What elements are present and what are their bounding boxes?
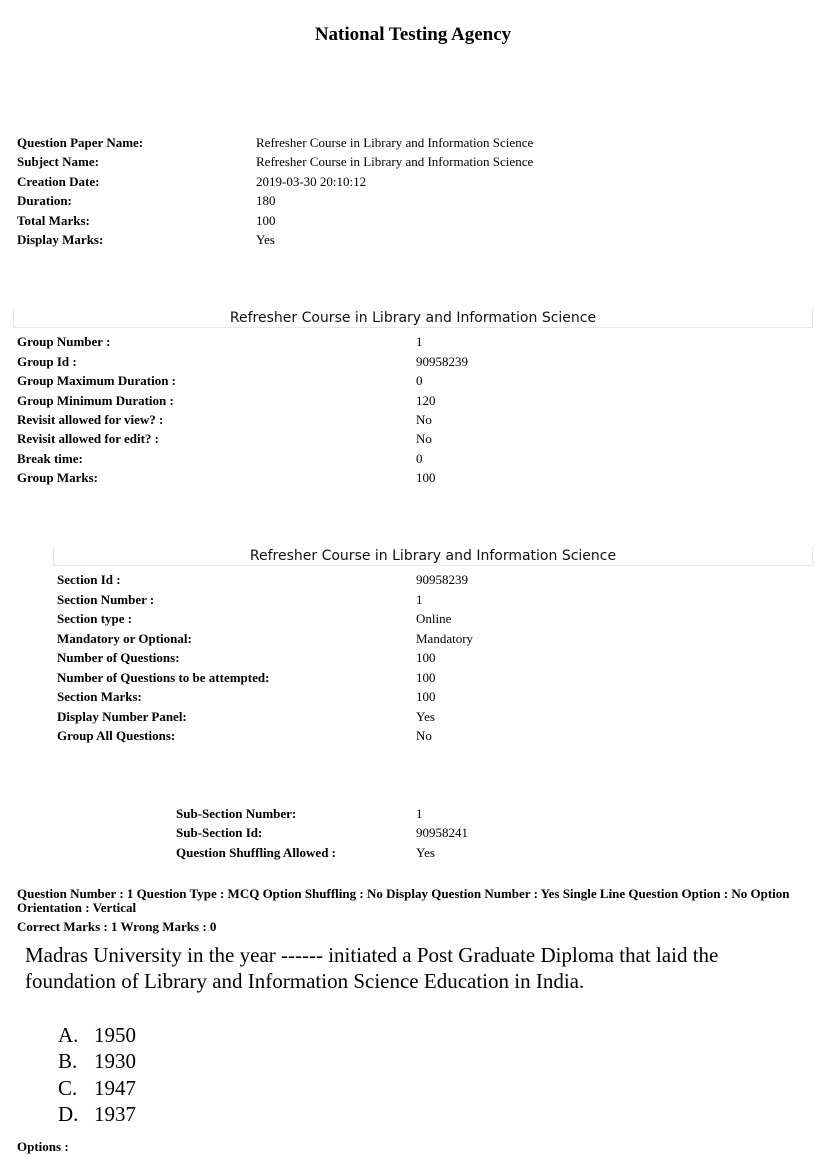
option-text: 1950 <box>94 1023 136 1047</box>
field-label: Duration: <box>17 193 72 208</box>
field-label: Revisit allowed for view? : <box>17 412 164 427</box>
field-value: 0 <box>416 451 423 466</box>
field-value: 1 <box>416 334 423 349</box>
field-label: Revisit allowed for edit? : <box>17 431 160 446</box>
field-label: Group Id : <box>17 354 77 369</box>
field-value: No <box>416 728 432 743</box>
option-item <box>58 1075 136 1101</box>
field-label: Subject Name: <box>17 154 99 169</box>
field-label: Display Marks: <box>17 232 104 247</box>
option-text: 1947 <box>94 1076 136 1100</box>
section-header-band: Refresher Course in Library and Information Science <box>53 546 813 566</box>
field-value: 100 <box>256 213 276 228</box>
option-label: C. <box>58 1076 78 1100</box>
field-value: 100 <box>416 670 436 685</box>
field-label: Sub-Section Number: <box>176 806 297 821</box>
field-value: 120 <box>416 393 436 408</box>
field-value: Refresher Course in Library and Information Science <box>256 154 534 169</box>
field-value: 100 <box>416 689 436 704</box>
field-value: Yes <box>256 232 275 247</box>
field-label: Display Number Panel: <box>57 709 187 724</box>
field-label: Mandatory or Optional: <box>57 631 192 646</box>
field-label: Break time: <box>17 451 83 466</box>
field-label: Number of Questions to be attempted: <box>57 670 270 685</box>
field-value: Refresher Course in Library and Information Science <box>256 135 534 150</box>
field-label: Group Marks: <box>17 470 99 485</box>
options-heading: Options : <box>17 1139 69 1154</box>
question-text: Madras University in the year ------ initiated a Post Graduate Diploma that laid the foundation of Library and Information Science Education in India. <box>25 943 719 993</box>
field-value: 90958241 <box>416 825 468 840</box>
field-value: Yes <box>416 709 435 724</box>
group-header-band: Refresher Course in Library and Information Science <box>13 308 813 328</box>
field-value: Mandatory <box>416 631 474 646</box>
field-label: Sub-Section Id: <box>176 825 263 840</box>
field-label: Group All Questions: <box>57 728 176 743</box>
field-value: 90958239 <box>416 354 468 369</box>
option-label: B. <box>58 1049 78 1073</box>
field-label: Total Marks: <box>17 213 90 228</box>
field-label: Question Shuffling Allowed : <box>176 845 337 860</box>
field-value: 100 <box>416 470 436 485</box>
field-label: Question Paper Name: <box>17 135 144 150</box>
question-marks: Correct Marks : 1 Wrong Marks : 0 <box>17 919 217 934</box>
field-value: Yes <box>416 845 435 860</box>
field-label: Group Minimum Duration : <box>17 393 174 408</box>
field-value: 100 <box>416 650 436 665</box>
field-value: 2019-03-30 20:10:12 <box>256 174 367 189</box>
field-value: 0 <box>416 373 423 388</box>
question-meta: Question Number : 1 Question Type : MCQ Option Shuffling : No Display Question Number : Yes Single Line Question Option : No Option Orientation : Vertical <box>17 886 790 915</box>
field-value: No <box>416 431 432 446</box>
option-item <box>58 1022 136 1048</box>
field-label: Section Id : <box>57 572 121 587</box>
field-label: Number of Questions: <box>57 650 180 665</box>
page-title: National Testing Agency <box>314 24 512 45</box>
option-text: 1937 <box>94 1102 136 1126</box>
option-label: A. <box>58 1023 79 1047</box>
field-value: 1 <box>416 592 423 607</box>
field-value: 90958239 <box>416 572 468 587</box>
option-label: D. <box>58 1102 79 1126</box>
field-value: No <box>416 412 432 427</box>
option-item <box>58 1101 136 1127</box>
field-value: Online <box>416 611 452 626</box>
field-label: Section Number : <box>57 592 155 607</box>
field-label: Section type : <box>57 611 133 626</box>
option-item <box>58 1048 136 1074</box>
field-value: 1 <box>416 806 423 821</box>
option-text: 1930 <box>94 1049 136 1073</box>
field-label: Section Marks: <box>57 689 142 704</box>
field-value: 180 <box>256 193 276 208</box>
field-label: Group Maximum Duration : <box>17 373 177 388</box>
field-label: Group Number : <box>17 334 111 349</box>
field-label: Creation Date: <box>17 174 100 189</box>
